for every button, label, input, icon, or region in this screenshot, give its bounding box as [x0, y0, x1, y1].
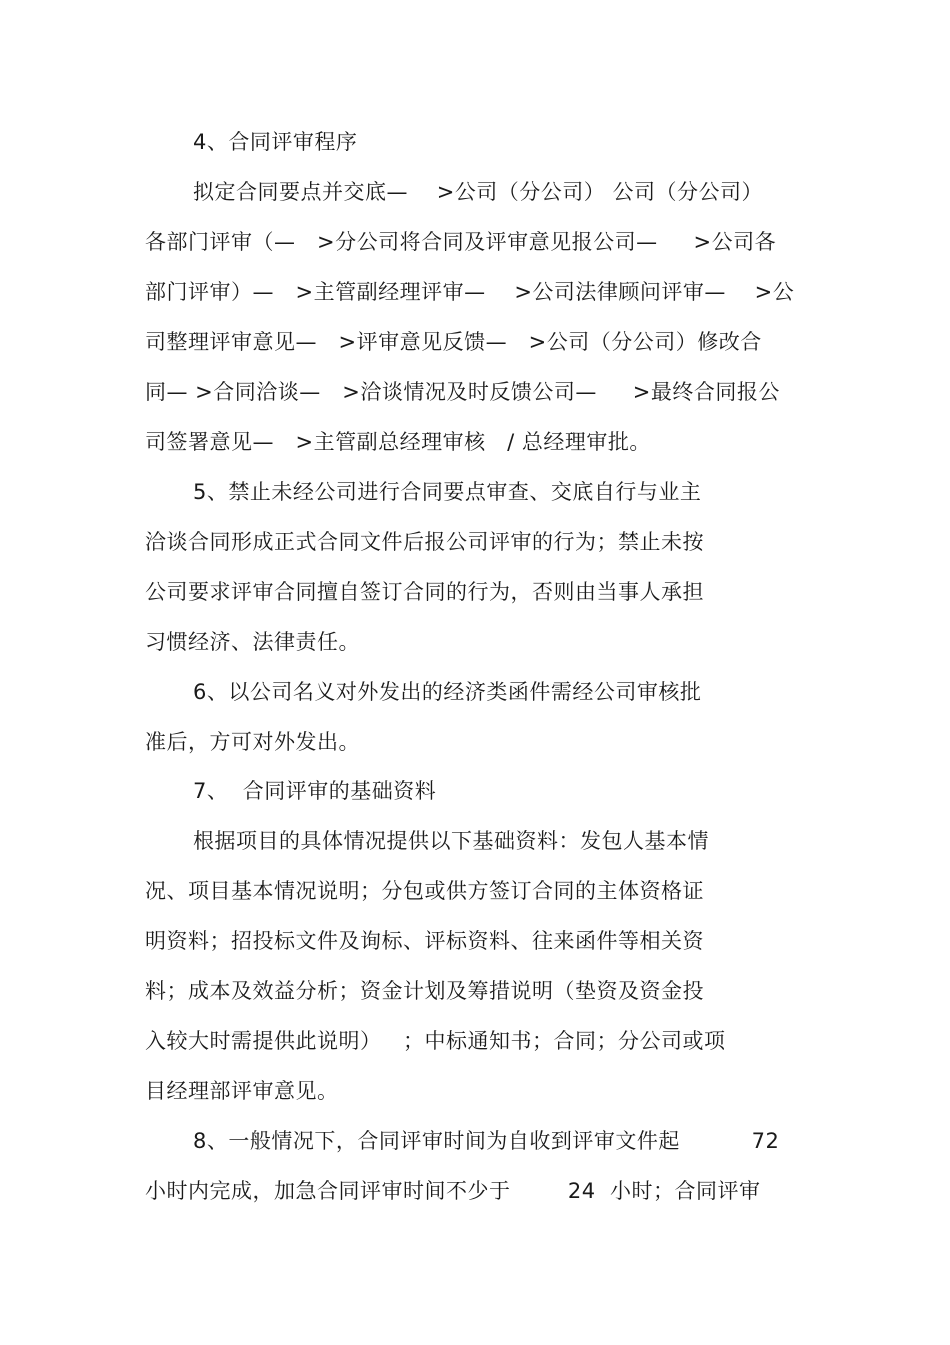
- paragraph-line: 明资料；招投标文件及询标、评标资料、往来函件等相关资: [145, 929, 704, 953]
- section-4-heading: 4、合同评审程序: [193, 130, 358, 154]
- paragraph-line: 入较大时需提供此说明） ；中标通知书；合同；分公司或项: [145, 1029, 726, 1053]
- paragraph-line: 料；成本及效益分析；资金计划及筹措说明（垫资及资金投: [145, 979, 704, 1003]
- paragraph-line: 目经理部评审意见。: [145, 1079, 339, 1103]
- paragraph-line: 部门评审）— >主管副经理评审— >公司法律顾问评审— >公: [145, 280, 795, 304]
- paragraph-line: 况、项目基本情况说明；分包或供方签订合同的主体资格证: [145, 879, 704, 903]
- paragraph-line: 同— >合同洽谈— >洽谈情况及时反馈公司— >最终合同报公: [145, 380, 780, 404]
- section-6-paragraph-line: 6、以公司名义对外发出的经济类函件需经公司审核批: [193, 680, 702, 704]
- section-5-paragraph-line: 5、禁止未经公司进行合同要点审查、交底自行与业主: [193, 480, 702, 504]
- paragraph-line: 司整理评审意见— >评审意见反馈— >公司（分公司）修改合: [145, 330, 762, 354]
- section-7-heading: 7、 合同评审的基础资料: [193, 779, 437, 803]
- paragraph-line: 洽谈合同形成正式合同文件后报公司评审的行为；禁止未按: [145, 530, 704, 554]
- paragraph-line: 准后，方可对外发出。: [145, 730, 360, 754]
- paragraph-line: 习惯经济、法律责任。: [145, 630, 360, 654]
- paragraph-line: 司签署意见— >主管副总经理审核 / 总经理审批。: [145, 430, 651, 454]
- section-8-paragraph-line: 8、一般情况下，合同评审时间为自收到评审文件起 72: [193, 1129, 780, 1153]
- paragraph-line: 各部门评审（— >分公司将合同及评审意见报公司— >公司各: [145, 230, 777, 254]
- paragraph-line: 小时内完成，加急合同评审时间不少于 24 小时；合同评审: [145, 1179, 761, 1203]
- paragraph-line: 根据项目的具体情况提供以下基础资料：发包人基本情: [193, 829, 709, 853]
- paragraph-line: 公司要求评审合同擅自签订合同的行为，否则由当事人承担: [145, 580, 704, 604]
- paragraph-line: 拟定合同要点并交底— >公司（分公司） 公司（分公司）: [193, 180, 763, 204]
